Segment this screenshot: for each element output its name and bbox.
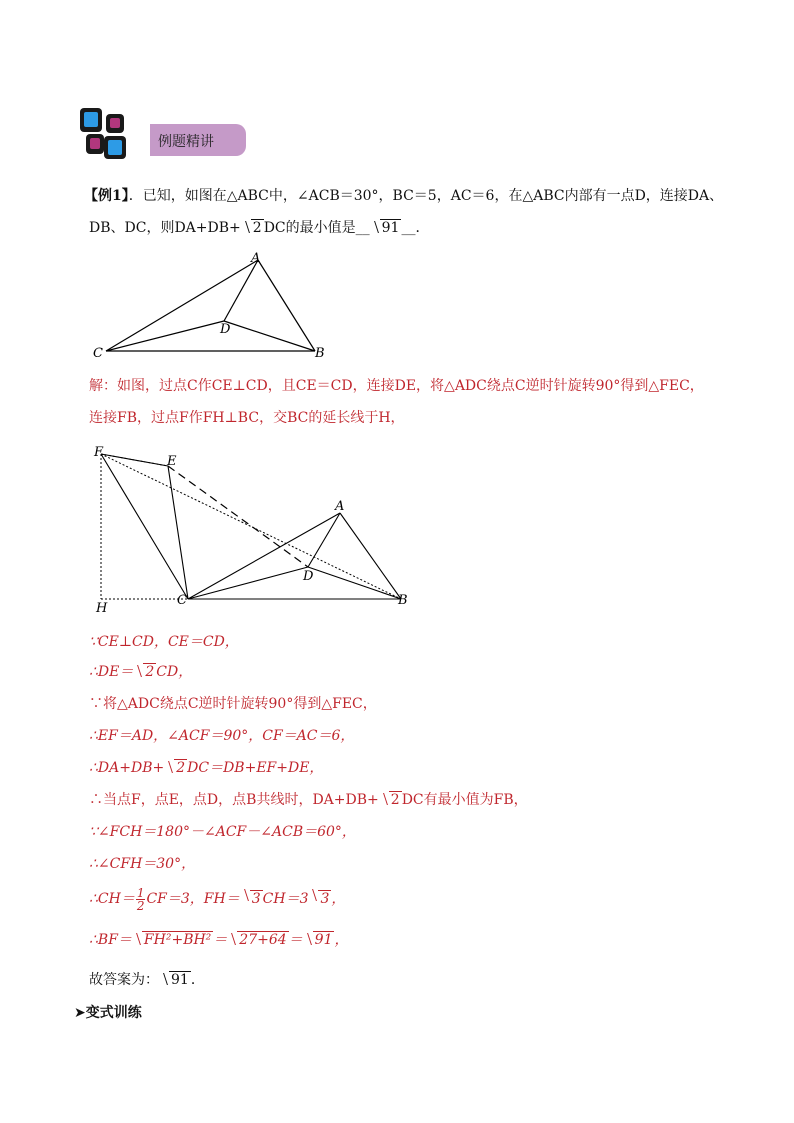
segment-dc (106, 321, 224, 351)
step-6-a: ∴当点F，点E，点D，点B共线时，DA+DB+ (89, 792, 379, 808)
problem-line-1 (84, 186, 723, 206)
step-5-sqrt: 2 (165, 758, 187, 778)
step-5-a: ∴DA+DB+ (89, 760, 165, 776)
label-h: H (96, 601, 108, 616)
problem-text-2c: __． (401, 220, 430, 236)
step-10-eq-1: ＝ (213, 932, 228, 948)
label-f: F (94, 445, 104, 460)
answer-prefix: 故答案为： (89, 972, 159, 988)
step-10-sqrt-3: 91 (304, 930, 335, 950)
step-9-a: ∴CH＝ (89, 891, 135, 907)
label-b2: B (398, 593, 408, 608)
label-e: E (167, 454, 177, 469)
segment-ab (258, 260, 315, 351)
step-9-d: ， (331, 891, 346, 907)
step-2 (89, 662, 192, 682)
step-3: ∵将△ADC绕点C逆时针旋转90°得到△FEC， (89, 696, 377, 712)
step-9 (89, 886, 345, 912)
step-2-sqrt: 2 (134, 662, 156, 682)
label-a2: A (335, 499, 345, 514)
example-label: 【例1】 (84, 188, 129, 204)
problem-text-2b: DC的最小值是__ (263, 220, 370, 236)
segment-ca (106, 260, 258, 351)
step-8: ∴∠CFH＝30°， (89, 856, 196, 872)
figure-2-construction (88, 442, 418, 617)
step-7: ∵∠FCH＝180°－∠ACF－∠ACB＝60°， (89, 824, 356, 840)
label-d2: D (303, 569, 314, 584)
figure-1-triangle (88, 246, 338, 366)
step-10-b: ， (334, 932, 349, 948)
step-5 (89, 758, 323, 778)
answer-sqrt: 91 (371, 218, 402, 238)
step-6 (89, 790, 528, 810)
label-c: C (93, 346, 103, 361)
label-a: A (251, 251, 261, 266)
step-10 (89, 930, 348, 950)
step-5-b: DC＝DB+EF+DE， (187, 760, 324, 776)
problem-text-1: ．已知，如图在△ABC中，∠ACB＝30°，BC＝5，AC＝6，在△ABC内部有一点D，连接DA、 (128, 188, 724, 204)
problem-line-2 (89, 218, 429, 238)
step-1: ∵CE⊥CD，CE＝CD， (89, 634, 239, 650)
section-icon (78, 104, 130, 162)
step-10-a: ∴BF＝ (89, 932, 132, 948)
step-2-a: ∴DE＝ (89, 664, 134, 680)
step-10-sqrt-1: FH²+BH² (133, 930, 213, 950)
fraction-half: $\frac{1}{2}$ (136, 885, 145, 913)
answer-suffix: ． (190, 972, 205, 988)
label-d: D (220, 322, 231, 337)
step-10-sqrt-2: 27+64 (228, 930, 288, 950)
segment-db (224, 321, 315, 351)
sqrt-symbol: 2 (242, 218, 264, 238)
answer-line (89, 970, 205, 990)
problem-text-2a: DB、DC，则DA+DB+ (89, 220, 241, 236)
arrow-bullet-icon: ➤ (74, 1005, 86, 1021)
step-2-b: CD， (156, 664, 193, 680)
step-6-sqrt: 2 (380, 790, 402, 810)
step-10-eq-2: ＝ (288, 932, 303, 948)
variant-training-heading (74, 1003, 142, 1023)
label-b: B (315, 346, 325, 361)
step-9-b: CF＝3，FH＝ (146, 891, 240, 907)
answer-sqrt-final: 91 (160, 970, 191, 990)
label-c2: C (177, 593, 187, 608)
step-9-sqrt-1: 3 (241, 886, 263, 912)
solution-line-2: 连接FB，过点F作FH⊥BC，交BC的延长线于H， (89, 410, 405, 426)
step-4: ∴EF＝AD，∠ACF＝90°，CF＝AC＝6， (89, 728, 355, 744)
solution-line-1: 解：如图，过点C作CE⊥CD，且CE＝CD，连接DE，将△ADC绕点C逆时针旋转90°得到△FEC， (89, 378, 704, 394)
step-9-sqrt-2: 3 (309, 886, 331, 912)
section-title: 例题精讲 (158, 134, 214, 150)
variant-training-label: 变式训练 (85, 1005, 142, 1021)
step-9-c: CH＝3 (262, 891, 309, 907)
segment-da (224, 260, 258, 321)
step-6-b: DC有最小值为FB， (401, 792, 528, 808)
